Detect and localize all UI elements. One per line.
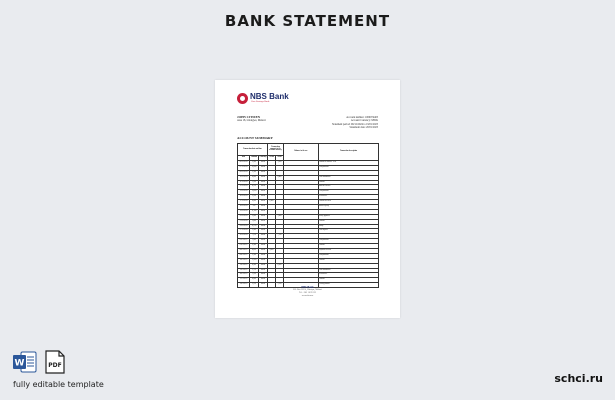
footer-line: www.nbs.mw bbox=[301, 294, 314, 297]
pdf-icon-label: PDF bbox=[48, 362, 62, 369]
template-caption: fully editable template bbox=[13, 380, 104, 389]
cell-currency: MWK bbox=[259, 180, 268, 185]
cell-description: Mobile top-up bbox=[319, 205, 379, 210]
statement-footer bbox=[215, 286, 400, 297]
statement-document bbox=[215, 80, 400, 318]
cell-currency: MWK bbox=[259, 268, 268, 273]
cell-description: Salary bbox=[319, 224, 379, 229]
cell-date: 13/12/2024 bbox=[238, 190, 250, 195]
account-info-line: Account number: 1000074405 bbox=[346, 116, 378, 119]
cell-amount: 2,500 bbox=[250, 170, 259, 175]
cell-amount: 5,600 bbox=[250, 214, 259, 219]
cell-date: 17/12/2024 bbox=[238, 200, 250, 205]
cell-currency: MWK bbox=[259, 239, 268, 244]
account-info-line: Statement date: 20/01/2025 bbox=[349, 126, 378, 130]
cell-amount: 15,000 bbox=[250, 190, 259, 195]
cell-debit: 5,250 bbox=[276, 283, 284, 288]
group-header-date: Transaction date and time bbox=[238, 144, 268, 156]
cell-currency: MWK bbox=[259, 200, 268, 205]
cell-currency: MWK bbox=[259, 273, 268, 278]
file-format-icons bbox=[13, 350, 69, 374]
cell-description: Transfer bbox=[319, 180, 379, 185]
cell-debit: 8,400 bbox=[276, 175, 284, 180]
cell-date: 27/12/2024 bbox=[238, 229, 250, 234]
cell-date: 11/12/2024 bbox=[238, 180, 250, 185]
cell-date: 16/01/2025 bbox=[238, 273, 250, 278]
cell-amount: 18,750 bbox=[250, 224, 259, 229]
cell-date: 19/01/2025 bbox=[238, 283, 250, 288]
cell-currency: MWK bbox=[259, 229, 268, 234]
cell-date: 15/01/2025 bbox=[238, 268, 250, 273]
cell-date: 02/01/2025 bbox=[238, 239, 250, 244]
word-document-icon[interactable] bbox=[13, 350, 37, 374]
cell-currency: MWK bbox=[259, 165, 268, 170]
cell-currency: MWK bbox=[259, 249, 268, 254]
cell-currency: MWK bbox=[259, 161, 268, 166]
cell-description: Utility payment bbox=[319, 214, 379, 219]
cell-currency: MWK bbox=[259, 185, 268, 190]
cell-amount: 1,600 bbox=[250, 239, 259, 244]
cell-description: Card purchase bbox=[319, 253, 379, 258]
cell-description: Account fee bbox=[319, 195, 379, 200]
cell-currency: MWK bbox=[259, 263, 268, 268]
cell-description: Payment received bbox=[319, 249, 379, 254]
account-info-line: Statement period: 06/12/2024 to 19/01/2025 bbox=[332, 122, 378, 126]
cell-currency: MWK bbox=[259, 283, 268, 288]
cell-date: 10/01/2025 bbox=[238, 258, 250, 263]
cell-debit: 3,000 bbox=[276, 161, 284, 166]
cell-date: 23/12/2024 bbox=[238, 219, 250, 224]
cell-currency: MWK bbox=[259, 175, 268, 180]
group-header-amounts: Transaction amounts in the account currency bbox=[268, 144, 284, 156]
cell-amount: 13,200 bbox=[250, 258, 259, 263]
holder-name: JOHN CITIZEN bbox=[237, 115, 261, 119]
footer-bank-name: NBS Bank bbox=[301, 286, 314, 289]
cell-description: Cash withdrawal bbox=[319, 268, 379, 273]
cell-date: 06/01/2025 bbox=[238, 249, 250, 254]
cell-currency: MWK bbox=[259, 214, 268, 219]
cell-amount: 6,000 bbox=[250, 263, 259, 268]
cell-amount: 1,200 bbox=[250, 180, 259, 185]
cell-date: 10/12/2024 bbox=[238, 175, 250, 180]
cell-description: Transfer bbox=[319, 258, 379, 263]
cell-description: Cash deposit bbox=[319, 229, 379, 234]
cell-description: Card purchase bbox=[319, 190, 379, 195]
cell-date: 18/12/2024 bbox=[238, 205, 250, 210]
summary-heading: ACCOUNT SUMMARY bbox=[237, 136, 273, 140]
col-header-debit: Debit bbox=[276, 156, 284, 161]
account-info-line: Account Currency: MWK bbox=[350, 119, 378, 123]
cell-description: Account fee bbox=[319, 273, 379, 278]
cell-amount: 2,100 bbox=[250, 195, 259, 200]
site-watermark[interactable]: schci.ru bbox=[554, 372, 603, 385]
cell-currency: MWK bbox=[259, 258, 268, 263]
cell-amount: 4,450 bbox=[250, 249, 259, 254]
cell-amount: 3,000 bbox=[250, 161, 259, 166]
holder-address: Area 18, Lilongwe, Malawi bbox=[237, 119, 266, 123]
col-header-date: Date bbox=[238, 156, 250, 161]
cell-amount: 8,400 bbox=[250, 175, 259, 180]
cell-credit: 6,800 bbox=[268, 200, 276, 205]
cell-credit: 4,450 bbox=[268, 249, 276, 254]
account-info bbox=[332, 116, 378, 130]
cell-amount: 1,100 bbox=[250, 273, 259, 278]
cell-date: 03/01/2025 bbox=[238, 244, 250, 249]
col-header-currency: Currency bbox=[259, 156, 268, 161]
cell-amount: 7,150 bbox=[250, 234, 259, 239]
cell-date: 30/12/2024 bbox=[238, 234, 250, 239]
cell-currency: MWK bbox=[259, 224, 268, 229]
cell-currency: MWK bbox=[259, 244, 268, 249]
cell-date: 24/12/2024 bbox=[238, 224, 250, 229]
cell-date: 20/12/2024 bbox=[238, 214, 250, 219]
cell-currency: MWK bbox=[259, 190, 268, 195]
cell-amount: 4,250 bbox=[250, 185, 259, 190]
cell-amount: 3,750 bbox=[250, 268, 259, 273]
cell-currency: MWK bbox=[259, 234, 268, 239]
cell-debit: 7,150 bbox=[276, 234, 284, 239]
transactions-body bbox=[238, 161, 379, 288]
cell-currency: MWK bbox=[259, 205, 268, 210]
cell-description: Card purchase bbox=[319, 165, 379, 170]
cell-description: Transfer to card no. 1234 bbox=[319, 161, 379, 166]
transactions-table bbox=[237, 143, 379, 288]
cell-date: 06/12/2024 bbox=[238, 161, 250, 166]
cell-date: 08/01/2025 bbox=[238, 253, 250, 258]
group-header-description: Transaction description bbox=[319, 144, 379, 161]
cell-currency: MWK bbox=[259, 170, 268, 175]
cell-amount: 11,300 bbox=[250, 209, 259, 214]
cell-date: 19/12/2024 bbox=[238, 209, 250, 214]
cell-description: Card purchase bbox=[319, 239, 379, 244]
cell-description: Transfer received bbox=[319, 200, 379, 205]
cell-amount: 8,800 bbox=[250, 278, 259, 283]
bank-logo-tagline: Your Savings Bank bbox=[251, 101, 270, 103]
cell-currency: MWK bbox=[259, 195, 268, 200]
cell-currency: MWK bbox=[259, 209, 268, 214]
cell-description: Interest received bbox=[319, 185, 379, 190]
cell-currency: MWK bbox=[259, 219, 268, 224]
cell-date: 13/01/2025 bbox=[238, 263, 250, 268]
page-title: BANK STATEMENT bbox=[224, 12, 391, 30]
cell-description: Transfer bbox=[319, 244, 379, 249]
pdf-document-icon[interactable] bbox=[44, 350, 66, 374]
footer-line: Tel: +265 1 876 222 bbox=[299, 291, 316, 294]
cell-description: Transfer bbox=[319, 278, 379, 283]
bank-logo-icon bbox=[237, 93, 248, 104]
cell-amount: 12,000 bbox=[250, 165, 259, 170]
cell-amount: 920 bbox=[250, 205, 259, 210]
word-icon-letter: W bbox=[14, 358, 25, 369]
cell-amount: 9,900 bbox=[250, 244, 259, 249]
cell-currency: MWK bbox=[259, 253, 268, 258]
bank-logo-name: NBS Bank bbox=[250, 92, 289, 101]
cell-amount: 2,300 bbox=[250, 253, 259, 258]
cell-date: 16/12/2024 bbox=[238, 195, 250, 200]
cell-currency: MWK bbox=[259, 278, 268, 283]
cell-date: 12/12/2024 bbox=[238, 185, 250, 190]
col-header-amount: Amount bbox=[250, 156, 259, 161]
cell-amount: 3,400 bbox=[250, 219, 259, 224]
cell-debit: 6,000 bbox=[276, 263, 284, 268]
footer-line: P.O. Box 32251, Blantyre, Malawi bbox=[293, 289, 322, 291]
group-header-balance: Balance in the acc. bbox=[284, 144, 319, 161]
cell-date: 07/12/2024 bbox=[238, 165, 250, 170]
account-holder bbox=[237, 116, 266, 123]
cell-amount: 2,000 bbox=[250, 229, 259, 234]
cell-amount: 6,800 bbox=[250, 200, 259, 205]
col-header-credit: Credit bbox=[268, 156, 276, 161]
cell-description: Cash withdrawal bbox=[319, 175, 379, 180]
cell-description: Closing balance bbox=[319, 283, 379, 288]
bank-logo bbox=[237, 93, 297, 107]
cell-amount: 5,250 bbox=[250, 283, 259, 288]
cell-description: Transfer bbox=[319, 219, 379, 224]
cell-date: 17/01/2025 bbox=[238, 278, 250, 283]
cell-date: 08/12/2024 bbox=[238, 170, 250, 175]
cell-debit: 5,600 bbox=[276, 214, 284, 219]
